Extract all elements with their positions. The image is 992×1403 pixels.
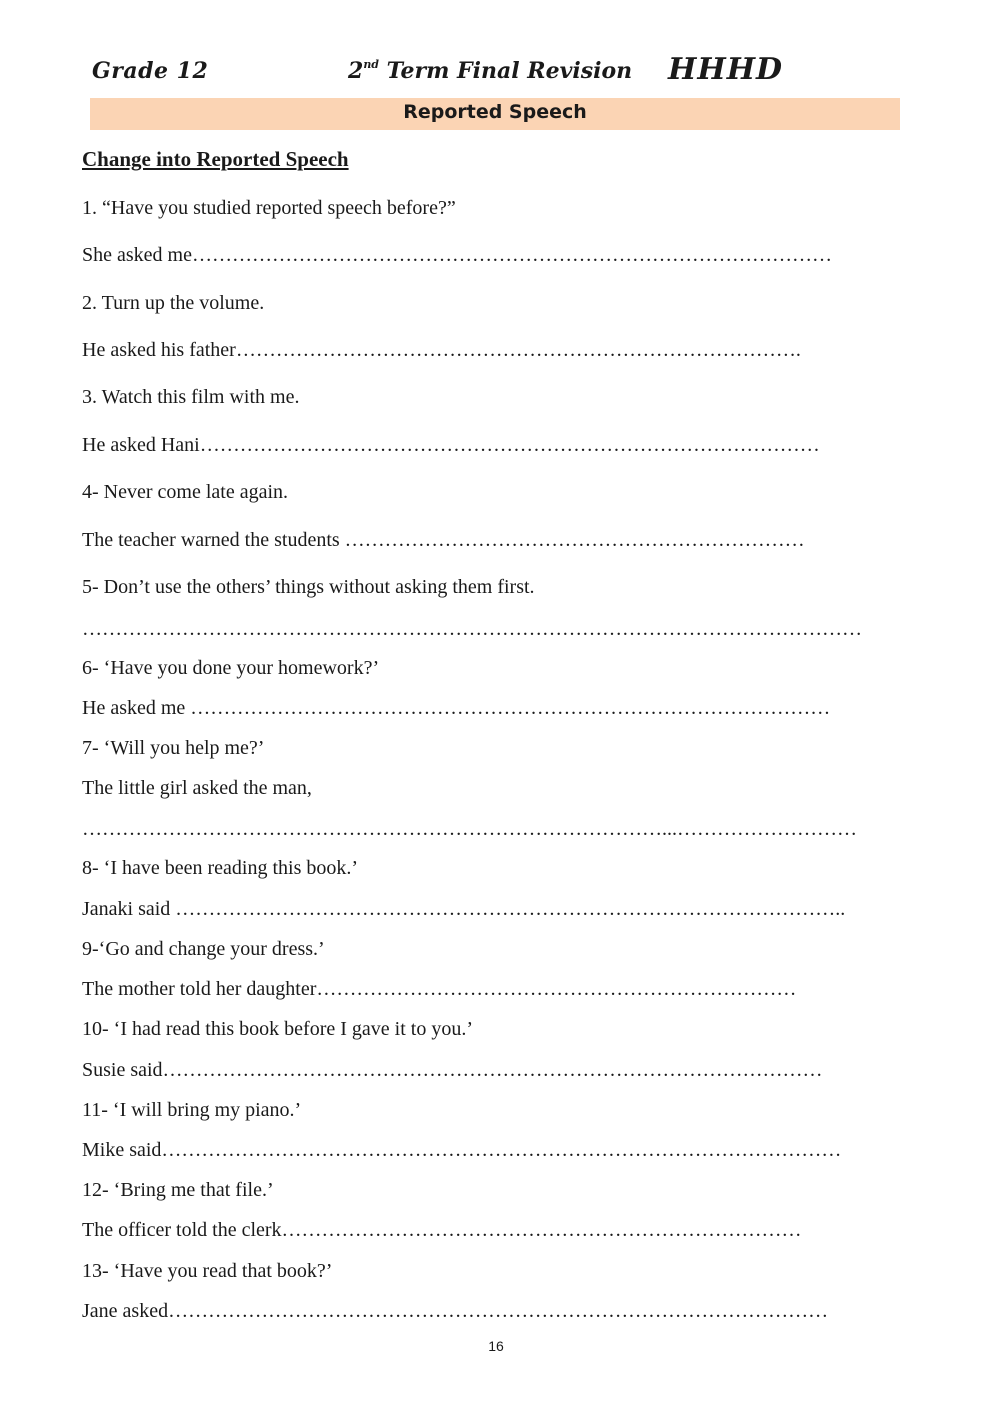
question-7: 7- ‘Will you help me?’ xyxy=(82,737,265,759)
answer-line-3: He asked Hani………………………………………………………………………………… xyxy=(82,434,820,456)
question-1: 1. “Have you studied reported speech before?” xyxy=(82,197,456,219)
answer-line-11: Mike said………………………………………………………………………………………… xyxy=(82,1139,842,1161)
term-number: 2 xyxy=(348,58,364,84)
answer-line-2: He asked his father…………………………………………………………………………. xyxy=(82,339,801,361)
question-13: 13- ‘Have you read that book?’ xyxy=(82,1260,333,1282)
question-10: 10- ‘I had read this book before I gave it to you.’ xyxy=(82,1018,473,1040)
question-12: 12- ‘Bring me that file.’ xyxy=(82,1179,274,1201)
term-label xyxy=(348,58,632,84)
answer-line-1: She asked me…………………………………………………………………………………… xyxy=(82,244,832,266)
answer-line-5: ……………………………………………………………………………………………………… xyxy=(82,618,862,640)
question-5: 5- Don’t use the others’ things without asking them first. xyxy=(82,576,535,598)
question-11: 11- ‘I will bring my piano.’ xyxy=(82,1099,302,1121)
answer-line-13: Jane asked……………………………………………………………………………………… xyxy=(82,1300,829,1322)
answer-line-10: Susie said……………………………………………………………………………………… xyxy=(82,1059,823,1081)
page-header xyxy=(0,52,992,96)
question-3: 3. Watch this film with me. xyxy=(82,386,300,408)
answer-line-4: The teacher warned the students …………………………………………………………… xyxy=(82,529,805,551)
question-6: 6- ‘Have you done your homework?’ xyxy=(82,657,380,679)
topic-banner: Reported Speech xyxy=(90,98,900,130)
section-title: Change into Reported Speech xyxy=(82,147,349,171)
question-4: 4- Never come late again. xyxy=(82,481,289,503)
question-2: 2. Turn up the volume. xyxy=(82,292,265,314)
answer-line-12: The officer told the clerk…………………………………………………………………… xyxy=(82,1219,802,1241)
answer-prompt-7: The little girl asked the man, xyxy=(82,777,312,799)
term-title: Term Final Revision xyxy=(379,58,633,84)
page-number: 16 xyxy=(488,1338,504,1354)
grade-label: Grade 12 xyxy=(92,58,209,84)
answer-line-6: He asked me …………………………………………………………………………………… xyxy=(82,697,831,719)
question-8: 8- ‘I have been reading this book.’ xyxy=(82,857,359,879)
term-ordinal: nd xyxy=(363,58,380,71)
school-logo-text: HHHD xyxy=(668,52,784,87)
answer-line-7: ……………………………………………………………………………...……………………… xyxy=(82,818,857,840)
answer-line-8: Janaki said ……………………………………………………………………………………….. xyxy=(82,898,846,920)
answer-line-9: The mother told her daughter……………………………………………………………… xyxy=(82,978,797,1000)
question-9: 9-‘Go and change your dress.’ xyxy=(82,938,325,960)
